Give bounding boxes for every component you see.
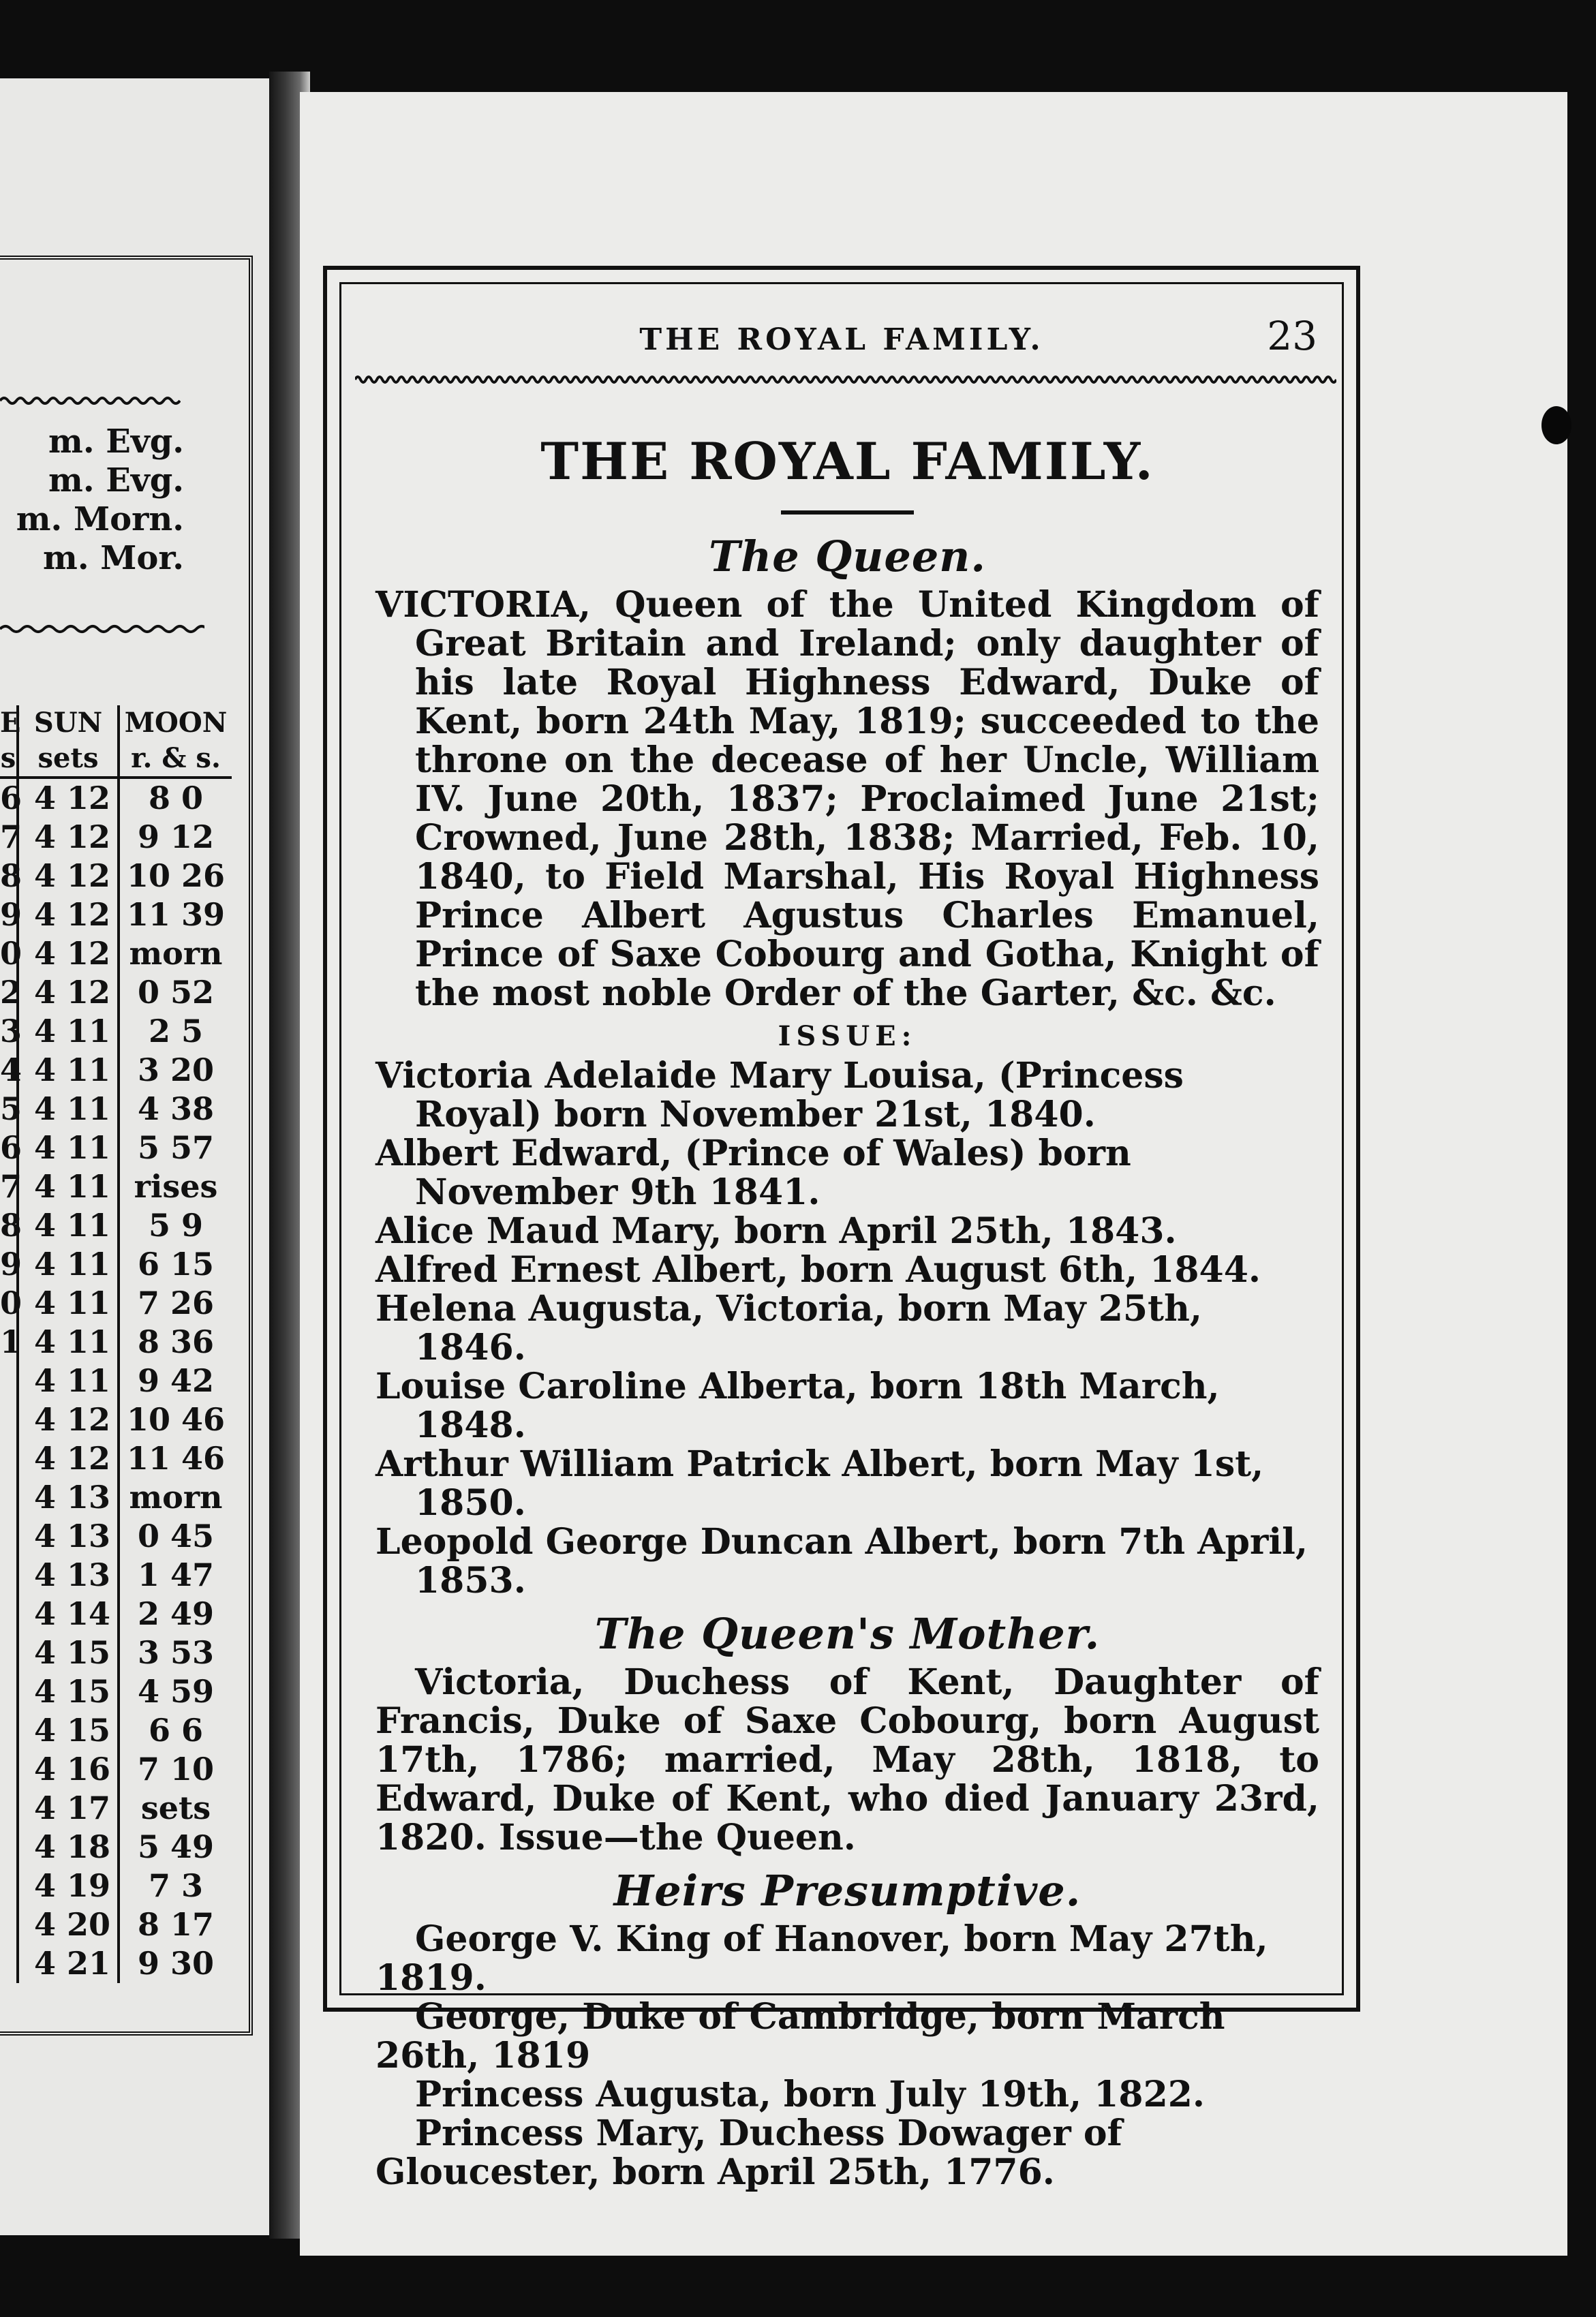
- page-content: [375, 427, 1319, 2192]
- table-row: [0, 779, 232, 818]
- table-cell: 5: [0, 1090, 22, 1127]
- table-row: [0, 934, 232, 973]
- table-cell: 4 12: [16, 857, 117, 895]
- heirs-list: [375, 1920, 1319, 2192]
- table-cell: rises: [117, 1167, 232, 1206]
- table-row: [0, 1245, 232, 1284]
- table-cell: 2 5: [117, 1012, 232, 1051]
- table-cell: 4 11: [16, 1284, 117, 1323]
- issue-label: ISSUE:: [778, 1020, 917, 1052]
- table-cell: [0, 1905, 16, 1944]
- table-cell: 9 42: [117, 1362, 232, 1400]
- page-frame: [323, 266, 1360, 2193]
- list-item: Albert Edward, (Prince of Wales) born November 9th 1841.: [375, 1133, 1131, 1213]
- list-item: Helena Augusta, Victoria, born May 25th, 1846.: [375, 1288, 1202, 1368]
- table-cell: 4 12: [16, 973, 117, 1012]
- table-cell: 4 12: [16, 1400, 117, 1439]
- running-head: THE ROYAL FAMILY.: [639, 322, 1044, 357]
- table-cell: 4 18: [16, 1828, 117, 1867]
- table-row: [0, 895, 232, 934]
- table-row: [0, 818, 232, 857]
- table-cell: 4 11: [16, 1206, 117, 1245]
- table-cell: 4 12: [16, 779, 117, 818]
- table-cell: 4 11: [16, 1090, 117, 1129]
- table-cell: 4 12: [16, 818, 117, 857]
- table-cell: 0 52: [117, 973, 232, 1012]
- table-cell: sets: [117, 1789, 232, 1828]
- table-cell: [0, 1672, 16, 1711]
- table-cell: 7 3: [117, 1867, 232, 1905]
- list-item: Princess Augusta, born July 19th, 1822.: [415, 2074, 1206, 2115]
- section-heading-queen: The Queen.: [709, 532, 986, 581]
- table-cell: 4 13: [16, 1478, 117, 1517]
- table-row: [0, 1439, 232, 1478]
- table-cell: [0, 1711, 16, 1750]
- table-row: [0, 1167, 232, 1206]
- table-cell: 4 14: [16, 1595, 117, 1633]
- ink-spot: [1541, 406, 1571, 444]
- table-cell: 6 6: [117, 1711, 232, 1750]
- table-cell: [0, 1828, 16, 1867]
- list-item: Alfred Ernest Albert, born August 6th, 1844.: [375, 1249, 1261, 1291]
- table-cell: 4 13: [16, 1556, 117, 1595]
- table-cell: 4 20: [16, 1905, 117, 1944]
- table-cell: 9 30: [117, 1944, 232, 1983]
- list-item: Louise Caroline Alberta, born 18th March, 1848.: [375, 1366, 1220, 1446]
- table-cell: 4 11: [16, 1012, 117, 1051]
- table-row: [0, 1284, 232, 1323]
- table-row: [0, 1090, 232, 1129]
- table-cell: [0, 1867, 16, 1905]
- table-cell: 5 9: [117, 1206, 232, 1245]
- table-cell: 7: [0, 1168, 22, 1205]
- table-row: [0, 1129, 232, 1167]
- table-cell: 4 13: [16, 1517, 117, 1556]
- list-item: Princess Mary, Duchess Dowager of Gloucester, born April 25th, 1776.: [375, 2113, 1122, 2193]
- table-cell: [0, 1789, 16, 1828]
- table-cell: 7 26: [117, 1284, 232, 1323]
- table-row: [0, 1051, 232, 1090]
- table-cell: 3 53: [117, 1633, 232, 1672]
- note-line: m. Mor.: [43, 539, 184, 577]
- table-row: [0, 1595, 232, 1633]
- list-item: Leopold George Duncan Albert, born 7th April, 1853.: [375, 1521, 1308, 1601]
- table-row: [0, 1323, 232, 1362]
- table-cell: 4 11: [16, 1362, 117, 1400]
- table-cell: [0, 1362, 16, 1400]
- column-header: SUN sets: [16, 705, 117, 776]
- issue-list: [375, 1056, 1319, 1600]
- table-cell: 8 36: [117, 1323, 232, 1362]
- table-cell: 4 12: [16, 934, 117, 973]
- table-cell: 3 20: [117, 1051, 232, 1090]
- table-cell: [0, 1944, 16, 1983]
- table-cell: 8: [0, 857, 22, 894]
- list-item: George, Duke of Cambridge, born March 26th, 1819: [375, 1996, 1225, 2076]
- section-heading-heirs: Heirs Presumptive.: [613, 1866, 1081, 1916]
- table-cell: [0, 1750, 16, 1789]
- table-row: [0, 1828, 232, 1867]
- table-row: [0, 973, 232, 1012]
- table-cell: 4 59: [117, 1672, 232, 1711]
- sun-moon-table: [0, 705, 232, 1983]
- table-cell: [0, 1633, 16, 1672]
- section-heading-mother: The Queen's Mother.: [594, 1609, 1101, 1659]
- table-cell: 8: [0, 1207, 22, 1244]
- left-moon-phase-notes: [0, 423, 225, 578]
- table-cell: morn: [117, 934, 232, 973]
- table-cell: 4 12: [16, 1439, 117, 1478]
- table-cell: 4 11: [16, 1245, 117, 1284]
- table-cell: 7: [0, 818, 22, 855]
- mother-paragraph: Victoria, Duchess of Kent, Daughter of Francis, Duke of Saxe Cobourg, born August 17th, 1786; married, May 28th, 1818, to Edward, Duke of Kent, who died January 23rd, 1820. Issue—the Queen.: [375, 1661, 1319, 1858]
- table-cell: 8 17: [117, 1905, 232, 1944]
- column-header: E s: [0, 707, 21, 774]
- left-wavy-rule-top: [0, 395, 181, 406]
- table-cell: 4 15: [16, 1672, 117, 1711]
- table-row: [0, 1711, 232, 1750]
- note-line: m. Evg.: [48, 423, 184, 461]
- table-cell: 6: [0, 1129, 22, 1166]
- table-cell: 4 16: [16, 1750, 117, 1789]
- table-cell: 5 49: [117, 1828, 232, 1867]
- table-cell: 4: [0, 1052, 22, 1088]
- table-cell: 6 15: [117, 1245, 232, 1284]
- table-cell: 4 19: [16, 1867, 117, 1905]
- table-cell: 4 15: [16, 1633, 117, 1672]
- table-cell: 4 21: [16, 1944, 117, 1983]
- table-cell: 5 57: [117, 1129, 232, 1167]
- table-cell: 1 47: [117, 1556, 232, 1595]
- page-frame-inner: [339, 282, 1344, 2193]
- table-cell: 10 26: [117, 857, 232, 895]
- list-item: Arthur William Patrick Albert, born May 1st, 1850.: [375, 1443, 1264, 1524]
- page-number: 23: [1267, 313, 1317, 359]
- table-row: [0, 1905, 232, 1944]
- column-header: MOON r. & s.: [117, 705, 232, 776]
- table-cell: 0 45: [117, 1517, 232, 1556]
- table-row: [0, 1517, 232, 1556]
- table-cell: 8 0: [117, 779, 232, 818]
- table-cell: 2: [0, 974, 22, 1011]
- table-cell: 10 46: [117, 1400, 232, 1439]
- table-cell: 4 11: [16, 1051, 117, 1090]
- list-item: George V. King of Hanover, born May 27th, 1819.: [375, 1918, 1268, 1999]
- table-row: [0, 1672, 232, 1711]
- table-cell: 4 11: [16, 1129, 117, 1167]
- table-cell: [0, 1517, 16, 1556]
- table-cell: 4 38: [117, 1090, 232, 1129]
- table-row: [0, 1944, 232, 1983]
- table-row: [0, 1556, 232, 1595]
- table-row: [0, 1633, 232, 1672]
- left-wavy-rule-bottom: [0, 624, 204, 634]
- table-row: [0, 857, 232, 895]
- table-row: [0, 1400, 232, 1439]
- table-cell: 4 17: [16, 1789, 117, 1828]
- table-cell: 0: [0, 1285, 22, 1321]
- table-row: [0, 1789, 232, 1828]
- queen-paragraph: VICTORIA, Queen of the United Kingdom of Great Britain and Ireland; only daughter of his late Royal Highness Edward, Duke of Kent, born 24th May, 1819; succeeded to the throne on the decease of her Uncle, William IV. June 20th, 1837; Proclaimed June 21st; Crowned, June 28th, 1838; Married, Feb. 10, 1840, to Field Marshal, His Royal Highness Prince Albert Agustus Charles Emanuel, Prince of Saxe Cobourg and Gotha, Knight of the most noble Order of the Garter, &c. &c.: [375, 584, 1319, 1014]
- table-row: [0, 1362, 232, 1400]
- table-cell: 6: [0, 780, 22, 816]
- table-body: [0, 779, 232, 1983]
- table-cell: 1: [0, 1323, 22, 1360]
- table-cell: 2 49: [117, 1595, 232, 1633]
- left-facing-page: [0, 78, 273, 2235]
- table-cell: 9 12: [117, 818, 232, 857]
- table-cell: 9: [0, 896, 22, 933]
- table-cell: 7 10: [117, 1750, 232, 1789]
- table-cell: 4 15: [16, 1711, 117, 1750]
- table-cell: 4 11: [16, 1167, 117, 1206]
- table-cell: [0, 1556, 16, 1595]
- page-title: THE ROYAL FAMILY.: [540, 431, 1154, 491]
- table-cell: [0, 1439, 16, 1478]
- table-cell: 9: [0, 1246, 22, 1283]
- table-cell: [0, 1400, 16, 1439]
- table-cell: 4 12: [16, 895, 117, 934]
- table-row: [0, 1867, 232, 1905]
- list-item: Alice Maud Mary, born April 25th, 1843.: [375, 1210, 1177, 1252]
- table-cell: 11 46: [117, 1439, 232, 1478]
- wavy-rule: [355, 373, 1336, 386]
- table-cell: [0, 1595, 16, 1633]
- table-header: [0, 705, 232, 779]
- list-item: Victoria Adelaide Mary Louisa, (Princess Royal) born November 21st, 1840.: [375, 1055, 1184, 1135]
- table-row: [0, 1012, 232, 1051]
- note-line: m. Evg.: [48, 461, 184, 500]
- table-cell: 3: [0, 1013, 22, 1049]
- table-cell: [0, 1478, 16, 1517]
- note-line: m. Morn.: [16, 500, 184, 538]
- table-row: [0, 1478, 232, 1517]
- table-row: [0, 1206, 232, 1245]
- table-cell: 0: [0, 935, 22, 972]
- table-cell: 11 39: [117, 895, 232, 934]
- table-row: [0, 1750, 232, 1789]
- table-cell: morn: [117, 1478, 232, 1517]
- title-rule: [781, 510, 914, 515]
- table-cell: 4 11: [16, 1323, 117, 1362]
